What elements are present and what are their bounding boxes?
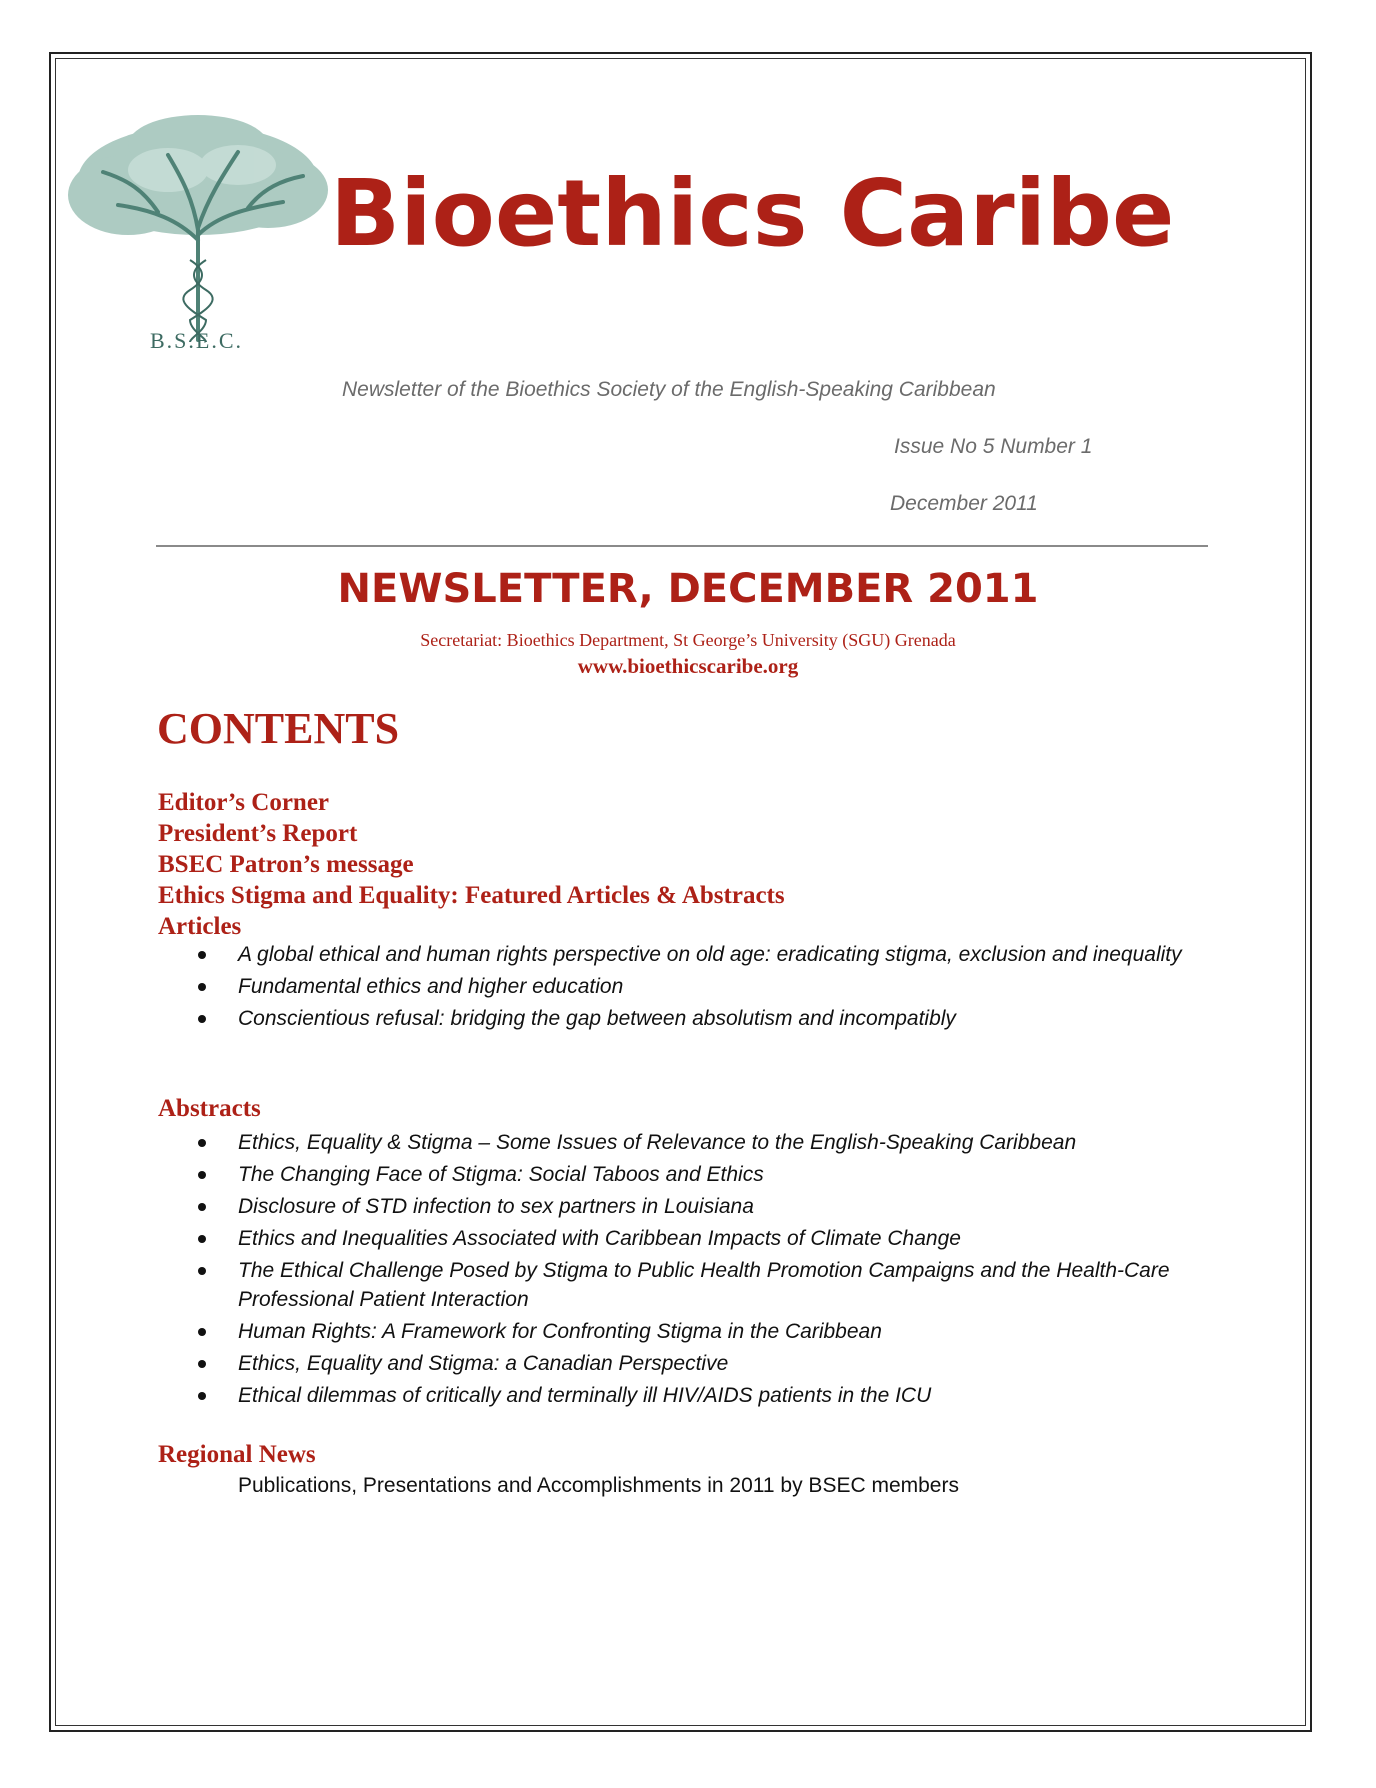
abstract-title: The Ethical Challenge Posed by Stigma to Public Health Promotion Campaigns and the Health-Care Professional Patient Interaction <box>238 1259 1170 1311</box>
list-item <box>196 1128 1196 1157</box>
masthead-title: Bioethics Caribe <box>330 160 1175 267</box>
list-item <box>196 1317 1196 1346</box>
abstract-title: Human Rights: A Framework for Confronting Stigma in the Caribbean <box>238 1320 882 1343</box>
issue-date: December 2011 <box>890 492 1038 515</box>
bullet-icon <box>198 1360 206 1368</box>
bullet-icon <box>198 1171 206 1179</box>
bullet-icon <box>198 983 206 991</box>
regional-news-text: Publications, Presentations and Accomplishments in 2011 by BSEC members <box>238 1474 959 1497</box>
list-item <box>196 1381 1196 1410</box>
list-item <box>196 972 1196 1001</box>
toc-item-featured-articles: Ethics Stigma and Equality: Featured Articles & Abstracts <box>158 882 785 909</box>
list-item <box>196 1349 1196 1378</box>
bullet-icon <box>198 1015 206 1023</box>
bullet-icon <box>198 1139 206 1147</box>
abstracts-list <box>196 1128 1196 1413</box>
abstract-title: Ethics and Inequalities Associated with Caribbean Impacts of Climate Change <box>238 1227 961 1250</box>
toc-item-articles: Articles <box>158 913 242 940</box>
abstract-title: Ethics, Equality & Stigma – Some Issues of Relevance to the English-Speaking Caribbean <box>238 1131 1077 1154</box>
abstracts-label: Abstracts <box>158 1095 261 1122</box>
bullet-icon <box>198 951 206 959</box>
list-item <box>196 1004 1196 1033</box>
list-item <box>196 1192 1196 1221</box>
list-item <box>196 940 1196 969</box>
newsletter-heading: NEWSLETTER, DECEMBER 2011 <box>337 566 1039 612</box>
bullet-icon <box>198 1235 206 1243</box>
list-item <box>196 1160 1196 1189</box>
website-link[interactable]: www.bioethicscaribe.org <box>577 654 799 678</box>
abstract-title: Ethics, Equality and Stigma: a Canadian Perspective <box>238 1352 729 1375</box>
list-item <box>196 1256 1196 1314</box>
contents-title: CONTENTS <box>157 704 400 753</box>
article-title: Fundamental ethics and higher education <box>238 975 624 998</box>
issue-number: Issue No 5 Number 1 <box>894 435 1093 458</box>
article-title: Conscientious refusal: bridging the gap between absolutism and incompatibly <box>238 1007 956 1030</box>
divider <box>156 545 1208 547</box>
toc-item-editors-corner: Editor’s Corner <box>158 789 330 816</box>
abstract-title: Disclosure of STD infection to sex partners in Louisiana <box>238 1195 754 1218</box>
abstract-title: Ethical dilemmas of critically and terminally ill HIV/AIDS patients in the ICU <box>238 1384 932 1407</box>
bullet-icon <box>198 1392 206 1400</box>
masthead-subtitle: Newsletter of the Bioethics Society of the English-Speaking Caribbean <box>342 378 996 401</box>
toc-item-presidents-report: President’s Report <box>158 820 358 847</box>
regional-news-label: Regional News <box>158 1441 316 1468</box>
article-title: A global ethical and human rights perspective on old age: eradicating stigma, exclusion and inequality <box>238 943 1182 966</box>
bullet-icon <box>198 1267 206 1275</box>
tree-dna-logo-icon <box>58 110 338 360</box>
bullet-icon <box>198 1328 206 1336</box>
abstract-title: The Changing Face of Stigma: Social Taboos and Ethics <box>238 1163 764 1186</box>
secretariat-line: Secretariat: Bioethics Department, St George’s University (SGU) Grenada <box>420 630 956 650</box>
toc-item-patrons-message: BSEC Patron’s message <box>158 851 414 878</box>
bullet-icon <box>198 1203 206 1211</box>
list-item <box>196 1224 1196 1253</box>
toc-list <box>158 787 785 942</box>
logo-text: B.S.E.C. <box>150 328 244 353</box>
articles-list <box>196 940 1196 1036</box>
